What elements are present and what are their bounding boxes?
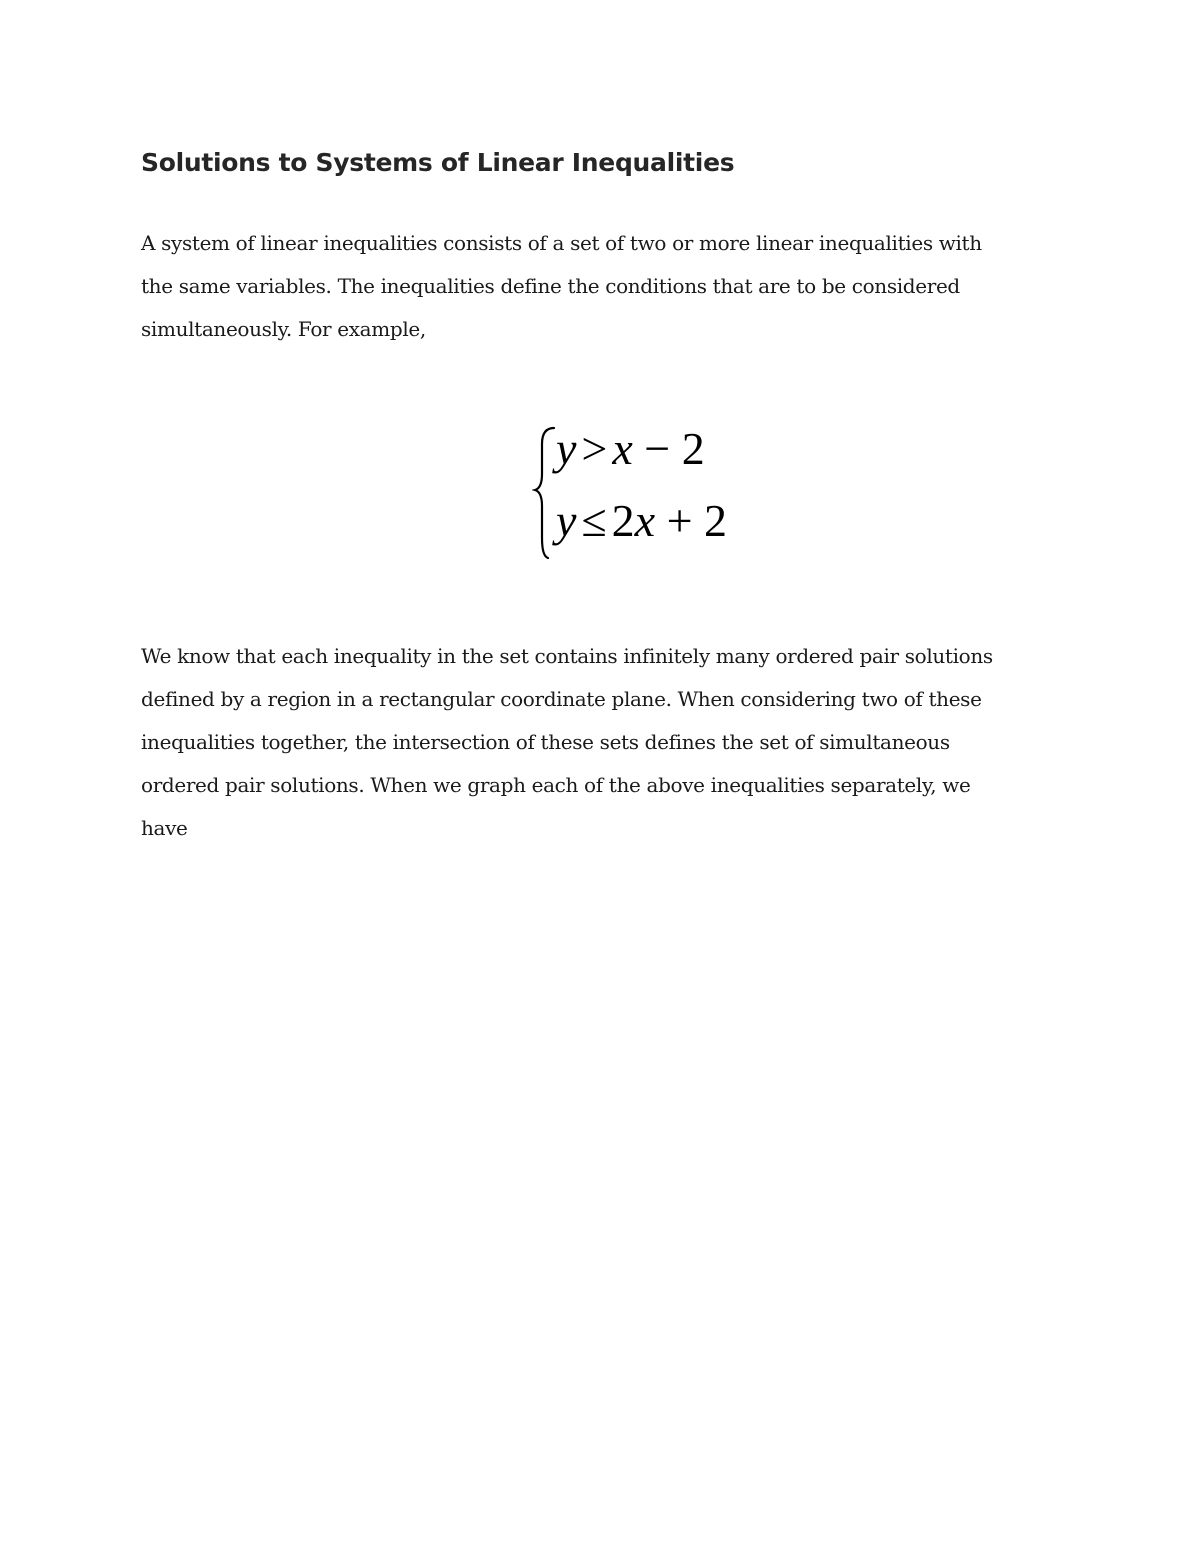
eq1-rhs-var: x — [612, 423, 633, 474]
eq1-lhs: y — [556, 423, 577, 474]
paragraph-line: inequalities together, the intersection of these sets defines the set of simultaneous — [141, 730, 950, 754]
paragraph-line: have — [141, 816, 188, 840]
eq2-operator: ≤ — [581, 495, 607, 546]
intro-paragraph — [141, 222, 1061, 351]
eq2-rhs-var: x — [634, 495, 656, 546]
eq2-lhs: y — [556, 495, 577, 546]
eq2-rhs-coef: 2 — [611, 495, 635, 546]
paragraph-line: defined by a region in a rectangular coordinate plane. When considering two of these — [141, 687, 982, 711]
paragraph-line: ordered pair solutions. When we graph each of the above inequalities separately, we — [141, 773, 971, 797]
inequality-system — [532, 414, 728, 564]
page-title: Solutions to Systems of Linear Inequalities — [141, 148, 735, 177]
explanation-paragraph — [141, 635, 1061, 850]
paragraph-line: the same variables. The inequalities define the conditions that are to be considered — [141, 274, 960, 298]
eq1-rhs-rest: − 2 — [644, 423, 705, 474]
eq2-rhs-rest: + 2 — [666, 495, 728, 546]
eq1-operator: > — [581, 423, 608, 474]
inequality-1 — [556, 423, 705, 474]
paragraph-line: A system of linear inequalities consists of a set of two or more linear inequalities with — [141, 231, 982, 255]
paragraph-line: simultaneously. For example, — [141, 317, 426, 341]
paragraph-line: We know that each inequality in the set contains infinitely many ordered pair solutions — [141, 644, 993, 668]
inequality-2 — [556, 495, 728, 546]
